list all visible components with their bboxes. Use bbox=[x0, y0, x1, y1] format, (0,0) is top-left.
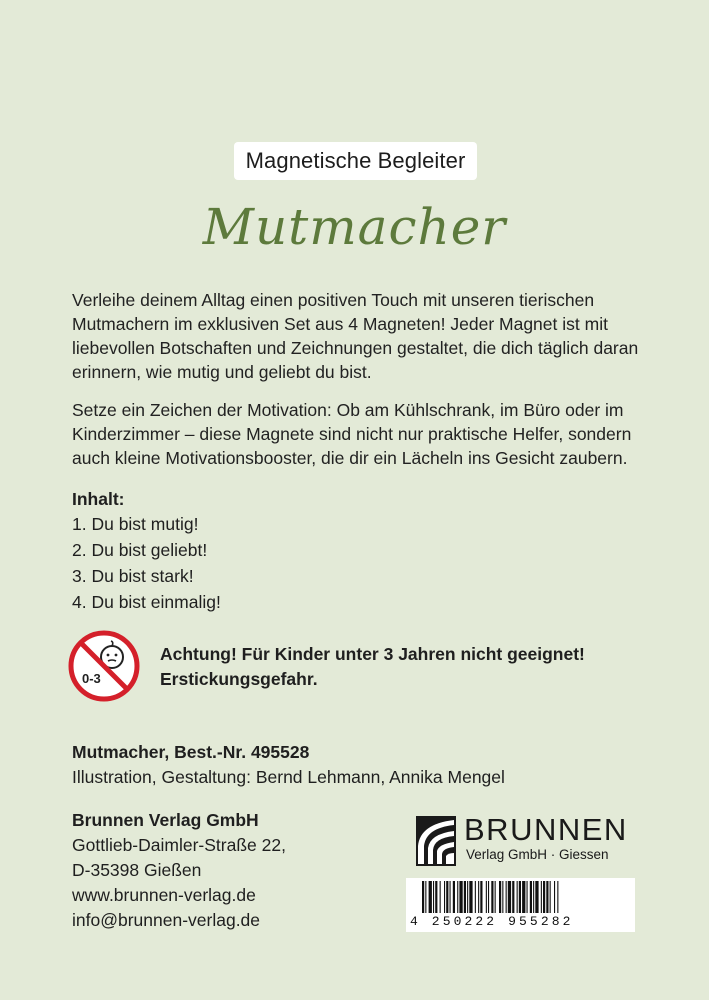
list-item: 1. Du bist mutig! bbox=[72, 514, 199, 534]
list-item: 2. Du bist geliebt! bbox=[72, 540, 208, 560]
description-paragraph-1: Verleihe deinem Alltag einen positiven Touch mit unseren tierischen Mutmachern im exklusiven Set aus 4 Magneten! Jeder Magnet ist mit liebevollen Botschaften und Zeichnungen gestaltet, die dich täglich daran erinnern, wie mutig und geliebt du bist. bbox=[72, 290, 639, 382]
description-paragraph-2: Setze ein Zeichen der Motivation: Ob am Kühlschrank, im Büro oder im Kinderzimmer – diese Magnete sind nicht nur praktische Helfer, sondern auch kleine Motivationsbooster, die dir ein Lächeln ins Gesicht zaubern. bbox=[72, 400, 632, 468]
barcode-digits: 4 250222 955282 bbox=[410, 914, 574, 929]
warning-line-1: Achtung! Für Kinder unter 3 Jahren nicht geeignet! bbox=[160, 644, 585, 664]
warning-icon-label: 0-3 bbox=[82, 671, 101, 686]
barcode-bars bbox=[422, 881, 622, 915]
series-label-text: Magnetische Begleiter bbox=[245, 148, 466, 173]
publisher-street: Gottlieb-Daimler-Straße 22, bbox=[72, 835, 286, 855]
product-info bbox=[72, 740, 505, 790]
list-item: 4. Du bist einmalig! bbox=[72, 592, 221, 612]
brunnen-logo bbox=[416, 812, 646, 870]
publisher-city: D-35398 Gießen bbox=[72, 860, 202, 880]
publisher-address bbox=[72, 808, 286, 933]
product-credits: Illustration, Gestaltung: Bernd Lehmann, Annika Mengel bbox=[72, 767, 505, 787]
choking-warning bbox=[160, 642, 660, 692]
series-label bbox=[234, 142, 477, 180]
publisher-website: www.brunnen-verlag.de bbox=[72, 885, 256, 905]
publisher-email: info@brunnen-verlag.de bbox=[72, 910, 261, 930]
list-item: 3. Du bist stark! bbox=[72, 566, 194, 586]
product-number: Mutmacher, Best.-Nr. 495528 bbox=[72, 742, 310, 762]
contents-list bbox=[72, 487, 221, 616]
ean-barcode bbox=[406, 878, 635, 932]
warning-line-2: Erstickungsgefahr. bbox=[160, 669, 318, 689]
brunnen-logo-icon bbox=[416, 816, 456, 866]
publisher-name: Brunnen Verlag GmbH bbox=[72, 810, 259, 830]
brunnen-logo-name: BRUNNEN bbox=[464, 812, 628, 847]
no-children-under-3-icon bbox=[68, 630, 140, 702]
contents-heading: Inhalt: bbox=[72, 489, 125, 509]
brunnen-logo-subtitle: Verlag GmbH · Giessen bbox=[466, 847, 609, 862]
page-title: Mutmacher bbox=[202, 198, 507, 256]
